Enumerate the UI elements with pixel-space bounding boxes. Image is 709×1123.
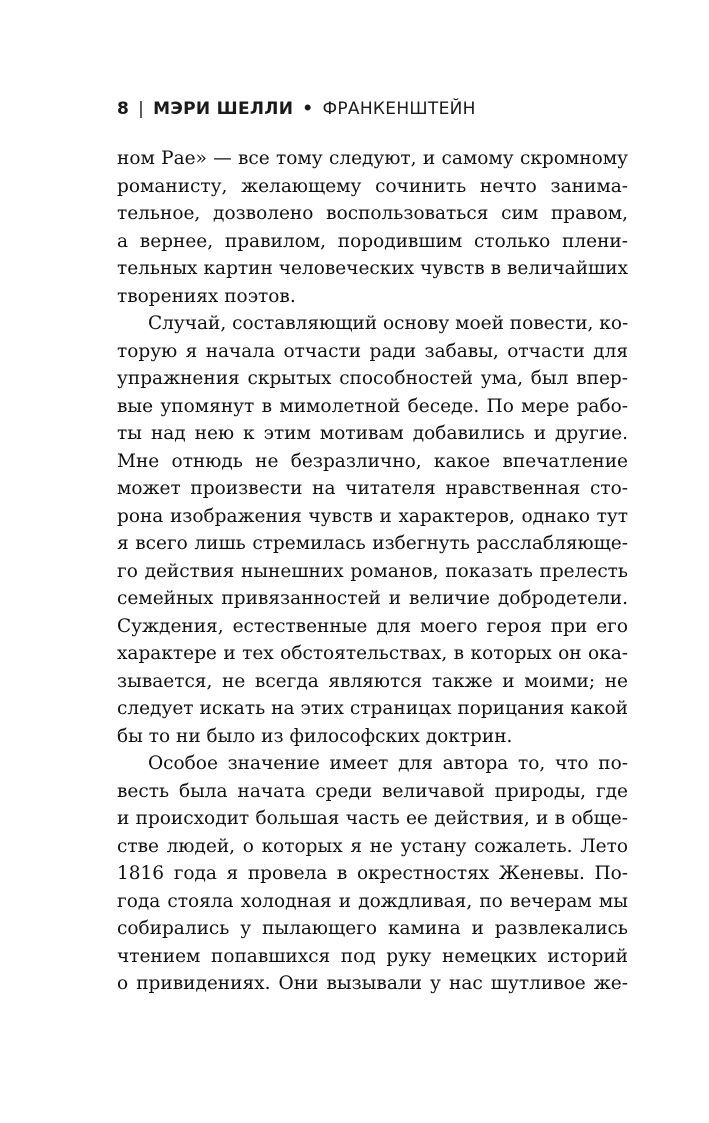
text-line: года стояла холодная и дождливая, по вечерам мы: [117, 890, 628, 912]
text-line: бы то ни было из философских доктрин.: [117, 725, 513, 747]
text-line: творениях поэтов.: [117, 285, 296, 307]
page-number: 8: [117, 99, 130, 119]
text-line: го действия нынешних романов, показать прелесть: [117, 560, 628, 582]
paragraph: [117, 310, 628, 750]
text-line: весть была начата среди величавой природы, где: [117, 780, 628, 802]
text-line: о привидениях. Они вызывали у нас шутливое же-: [117, 973, 628, 994]
paragraph: [117, 750, 628, 998]
text-line: ном Рае» — все тому следуют, и самому скромному: [117, 148, 628, 169]
text-line: тельных картин человеческих чувств в величайших: [117, 258, 628, 279]
body-text: [117, 145, 628, 998]
header-bullet: •: [302, 99, 314, 119]
text-line: и происходит большая часть ее действия, и в обще-: [117, 808, 628, 829]
text-line: чтением попавшихся под руку немецких историй: [117, 945, 628, 967]
text-line: романисту, желающему сочинить нечто занима-: [117, 175, 628, 197]
text-line: упражнения скрытых способностей ума, был впер-: [117, 368, 628, 389]
paragraph: [117, 145, 628, 310]
text-line: ты над нею к этим мотивам добавились и другие.: [117, 423, 628, 444]
text-line: рона изображения чувств и характеров, однако тут: [117, 505, 628, 527]
text-line: я всего лишь стремилась избегнуть расслабляюще-: [117, 533, 628, 554]
text-line: характере и тех обстоятельствах, в которых он ока-: [117, 643, 628, 664]
text-line: Мне отнюдь не безразлично, какое впечатление: [117, 450, 628, 472]
text-line: Случай, составляющий основу моей повести, ко-: [148, 313, 628, 334]
text-line: а вернее, правилом, породившим столько плени-: [117, 230, 628, 252]
text-line: тельное, дозволено воспользоваться сим правом,: [117, 203, 628, 224]
text-line: 1816 года я провела в окрестностях Женевы. По-: [117, 863, 628, 884]
header-separator: |: [138, 99, 145, 119]
book-title: ФРАНКЕНШТЕЙН: [322, 99, 476, 119]
text-line: Особое значение имеет для автора то, что по-: [148, 753, 628, 774]
text-line: торую я начала отчасти ради забавы, отчасти для: [117, 340, 628, 362]
text-line: зывается, не всегда являются также и моими; не: [117, 670, 628, 692]
text-line: Суждения, естественные для моего героя при его: [117, 615, 628, 637]
text-line: семейных привязанностей и величие добродетели.: [117, 588, 628, 609]
author-name: МЭРИ ШЕЛЛИ: [153, 99, 294, 119]
text-line: собирались у пылающего камина и развлекались: [117, 918, 628, 939]
text-line: следует искать на этих страницах порицания какой: [117, 698, 628, 719]
text-line: может произвести на читателя нравственная сто-: [117, 478, 628, 499]
text-line: вые упомянут в мимолетной беседе. По мере рабо-: [117, 395, 628, 417]
text-line: стве людей, о которых я не устану сожалеть. Лето: [117, 835, 628, 857]
running-head: [117, 99, 476, 119]
